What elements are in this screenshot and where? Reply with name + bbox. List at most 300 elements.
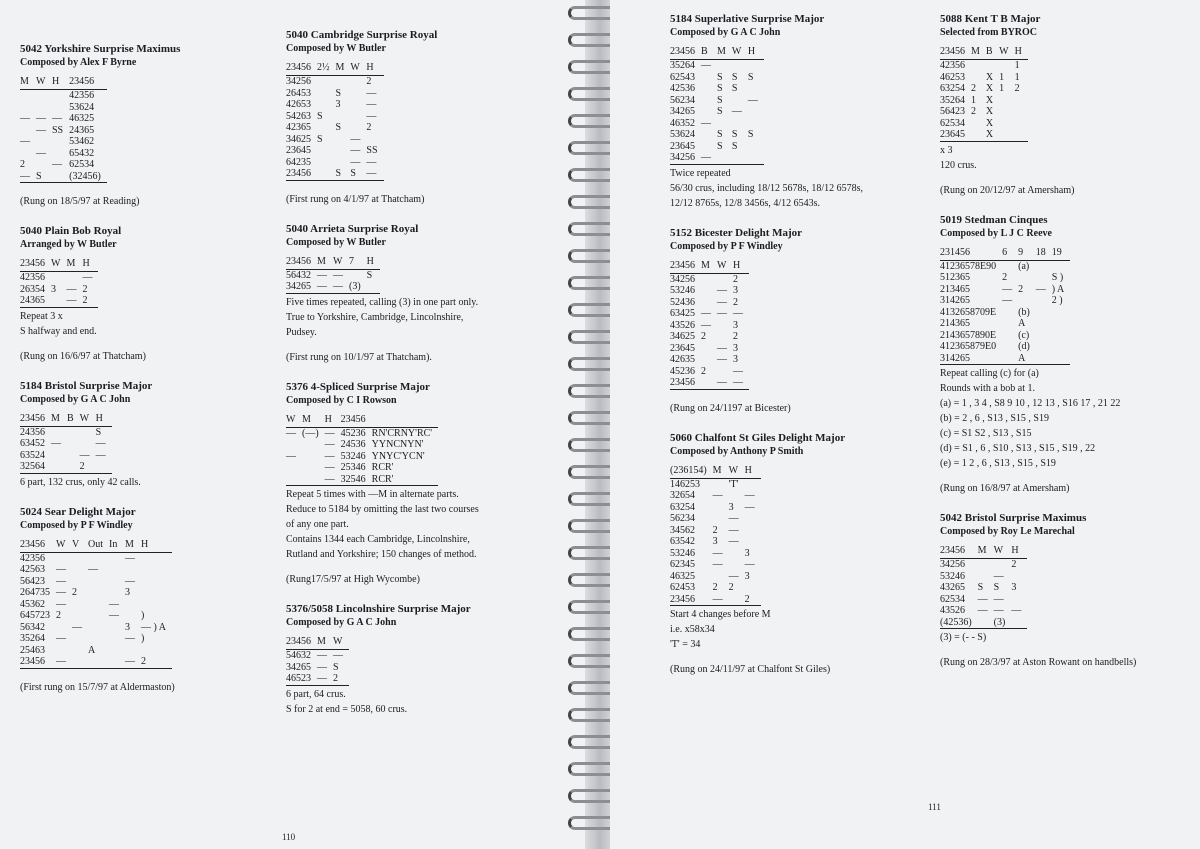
table-cell: 26354 bbox=[20, 283, 45, 295]
table-cell bbox=[72, 656, 88, 668]
table-cell bbox=[999, 60, 1014, 72]
column-header: V bbox=[72, 537, 88, 553]
table-cell bbox=[109, 622, 125, 634]
table-cell: 2 bbox=[80, 461, 96, 473]
rung-record: (Rung17/5/97 at High Wycombe) bbox=[286, 574, 420, 585]
table-cell bbox=[109, 587, 125, 599]
table-cell bbox=[978, 617, 994, 629]
table-cell: — bbox=[52, 113, 62, 124]
table-cell: 41236578E90 bbox=[940, 260, 997, 272]
composition-block bbox=[20, 42, 270, 208]
column-header: H bbox=[366, 60, 383, 76]
table-cell bbox=[56, 552, 72, 564]
composition-note: (3) = (- - S) bbox=[940, 632, 987, 643]
table-cell bbox=[1011, 594, 1027, 606]
column-header: 18 bbox=[1036, 245, 1052, 261]
table-cell: 2 bbox=[733, 273, 738, 285]
table-row bbox=[940, 260, 1070, 272]
column-header: 19 bbox=[1052, 245, 1071, 261]
table-cell: — bbox=[20, 113, 30, 124]
table-row bbox=[670, 343, 749, 355]
rung-record: (First rung on 10/1/97 at Thatcham). bbox=[286, 351, 432, 363]
table-cell bbox=[317, 168, 336, 180]
table-cell bbox=[729, 548, 745, 560]
table-cell bbox=[713, 513, 729, 525]
table-cell bbox=[72, 610, 88, 622]
table-row bbox=[20, 622, 172, 634]
table-row bbox=[20, 552, 172, 564]
table-cell bbox=[748, 152, 764, 164]
table-row bbox=[670, 297, 749, 309]
column-header: 2½ bbox=[317, 60, 336, 76]
table-row bbox=[286, 662, 349, 674]
column-header: W bbox=[732, 44, 748, 60]
composition-title: 5019 Stedman Cinques bbox=[940, 213, 1048, 226]
table-cell: A bbox=[88, 644, 96, 656]
table-row bbox=[20, 564, 172, 576]
table-cell: 2 bbox=[56, 610, 61, 621]
column-header: 7 bbox=[349, 254, 367, 270]
table-cell: S bbox=[335, 122, 342, 133]
table-cell: 62453 bbox=[670, 582, 695, 593]
table-cell bbox=[20, 102, 36, 114]
table-cell: — bbox=[701, 117, 711, 129]
table-cell: X bbox=[985, 94, 994, 106]
column-header: W bbox=[56, 537, 72, 553]
table-row bbox=[286, 427, 438, 439]
table-cell: (42536) bbox=[940, 617, 978, 629]
composer-line: Composed by W Butler bbox=[286, 43, 386, 54]
table-cell: 56432 bbox=[286, 269, 311, 281]
table-cell: — bbox=[317, 661, 327, 673]
table-cell: (3) bbox=[994, 617, 1012, 629]
table-cell: S bbox=[977, 582, 984, 593]
table-cell: 62345 bbox=[670, 559, 695, 570]
table-cell: — bbox=[66, 295, 82, 307]
column-header: W bbox=[286, 412, 302, 428]
table-cell: — bbox=[333, 269, 343, 281]
calling-table bbox=[286, 60, 384, 181]
table-cell bbox=[36, 102, 52, 114]
table-cell: 314265 bbox=[940, 295, 970, 306]
table-cell bbox=[52, 136, 69, 148]
table-cell: — bbox=[701, 319, 711, 331]
table-cell bbox=[88, 587, 109, 599]
table-cell: — bbox=[82, 272, 93, 283]
table-cell: 3 bbox=[1011, 582, 1017, 593]
table-cell bbox=[67, 438, 80, 450]
table-row bbox=[20, 272, 98, 284]
table-cell: — bbox=[701, 308, 711, 319]
table-cell bbox=[745, 582, 761, 594]
table-cell: S bbox=[717, 83, 723, 94]
table-cell: 54632 bbox=[286, 650, 311, 661]
table-cell: 2 bbox=[141, 656, 172, 668]
table-cell: 3 bbox=[125, 587, 130, 598]
table-cell bbox=[971, 129, 986, 141]
table-cell bbox=[701, 106, 717, 118]
table-cell: — bbox=[125, 633, 135, 644]
table-cell: S bbox=[731, 71, 738, 83]
table-cell: S bbox=[36, 171, 52, 183]
table-row bbox=[670, 377, 749, 389]
composer-line: Composed by L J C Reeve bbox=[940, 227, 1052, 239]
composition-note: Rutland and Yorkshire; 150 changes of method. bbox=[286, 549, 477, 560]
table-cell: — bbox=[79, 449, 90, 461]
table-cell: 2 bbox=[728, 582, 734, 593]
rung-record: (Rung on 24/11/97 at Chalfont St Giles) bbox=[670, 664, 831, 675]
table-cell bbox=[1015, 129, 1028, 141]
table-cell: — bbox=[1002, 283, 1013, 295]
table-row bbox=[286, 474, 438, 486]
table-row bbox=[670, 83, 764, 95]
table-row bbox=[20, 450, 112, 462]
table-cell bbox=[1036, 260, 1052, 272]
table-cell bbox=[317, 88, 336, 100]
column-header: W bbox=[51, 256, 66, 272]
calling-table bbox=[940, 44, 1028, 142]
table-cell: 34265 bbox=[286, 661, 311, 673]
table-cell: 54263 bbox=[286, 110, 311, 122]
table-cell bbox=[52, 171, 69, 183]
table-cell: 56234 bbox=[670, 94, 695, 106]
table-cell: — bbox=[56, 564, 66, 575]
table-cell bbox=[1018, 272, 1036, 284]
table-cell: 412365879E0 bbox=[940, 341, 997, 352]
calling-table bbox=[286, 412, 438, 487]
table-cell bbox=[745, 513, 761, 525]
composition-block bbox=[670, 431, 925, 677]
table-row bbox=[286, 88, 384, 100]
column-header: 23456 bbox=[670, 258, 701, 274]
table-row bbox=[940, 272, 1070, 284]
table-cell bbox=[1002, 307, 1018, 319]
table-cell: — bbox=[95, 449, 106, 461]
table-cell: 35264 bbox=[670, 60, 695, 71]
table-cell: — bbox=[350, 145, 361, 156]
column-header: 23456 bbox=[341, 412, 372, 428]
table-cell bbox=[286, 462, 302, 474]
table-row bbox=[940, 594, 1027, 606]
composition-title: 5040 Cambridge Surprise Royal bbox=[286, 29, 438, 41]
composition-block bbox=[670, 12, 925, 222]
column-header: H bbox=[1011, 543, 1027, 559]
column-header: H bbox=[748, 44, 764, 60]
table-cell bbox=[1052, 260, 1071, 272]
column-header bbox=[372, 412, 438, 428]
table-cell bbox=[1052, 307, 1071, 319]
table-cell: — bbox=[1011, 605, 1022, 616]
composer-line: Composed by P F Windley bbox=[20, 519, 133, 531]
table-cell: 62543 bbox=[670, 71, 695, 83]
table-cell: — bbox=[733, 365, 743, 377]
table-cell bbox=[971, 60, 986, 72]
table-cell bbox=[999, 106, 1014, 118]
table-cell bbox=[732, 95, 748, 107]
composer-line: Composed by G A C John bbox=[286, 617, 397, 628]
table-row bbox=[670, 273, 749, 285]
column-header: In bbox=[109, 537, 125, 553]
table-cell: 63254 bbox=[940, 83, 965, 94]
table-cell: S ) bbox=[1051, 272, 1064, 283]
table-cell bbox=[1036, 272, 1052, 284]
table-cell: — bbox=[72, 621, 82, 633]
table-row bbox=[940, 118, 1028, 130]
table-cell: — bbox=[109, 610, 119, 621]
table-cell bbox=[141, 564, 172, 576]
table-cell bbox=[713, 502, 729, 514]
table-cell: ) A bbox=[1051, 283, 1065, 295]
table-cell: 24356 bbox=[20, 426, 45, 438]
table-row bbox=[940, 559, 1027, 571]
table-cell: — bbox=[731, 106, 742, 117]
table-row bbox=[20, 587, 172, 599]
composition-note: of any one part. bbox=[286, 519, 349, 530]
composition-note: 120 crus. bbox=[940, 159, 977, 171]
table-cell: — bbox=[36, 124, 46, 136]
calling-table bbox=[940, 543, 1027, 629]
table-cell: 25463 bbox=[20, 644, 45, 656]
column-header: 23456 bbox=[286, 634, 317, 650]
table-cell: S bbox=[333, 661, 339, 673]
table-cell: 2 bbox=[1018, 283, 1024, 295]
composition-note: 6 part, 132 crus, only 42 calls. bbox=[20, 476, 141, 488]
column-header: W bbox=[36, 74, 52, 90]
rung-record: (Rung on 16/8/97 at Amersham) bbox=[940, 483, 1070, 494]
table-cell bbox=[52, 148, 69, 160]
table-row bbox=[20, 599, 172, 611]
table-cell: 314265 bbox=[940, 353, 1002, 365]
table-cell bbox=[732, 60, 748, 72]
table-cell: S bbox=[717, 129, 723, 140]
table-cell bbox=[349, 269, 367, 281]
column-header: H bbox=[325, 412, 341, 428]
table-cell: 23456 bbox=[670, 377, 701, 389]
table-cell: 2 bbox=[701, 365, 706, 377]
table-row bbox=[20, 102, 107, 114]
table-cell: 24365 bbox=[69, 124, 95, 136]
composer-line: Composed by Roy Le Marechal bbox=[940, 526, 1075, 537]
table-cell: S bbox=[717, 140, 723, 152]
calling-table bbox=[286, 254, 380, 294]
table-cell: X bbox=[985, 106, 994, 117]
table-cell: 1 bbox=[1014, 71, 1020, 83]
table-row bbox=[940, 106, 1028, 118]
composition-note: Contains 1344 each Cambridge, Lincolnshire, bbox=[286, 534, 470, 545]
table-cell bbox=[36, 90, 52, 102]
table-row bbox=[670, 95, 764, 107]
table-cell bbox=[701, 354, 717, 366]
table-row bbox=[20, 148, 107, 160]
table-cell: — bbox=[317, 281, 333, 293]
table-cell: — bbox=[366, 156, 377, 168]
table-cell bbox=[1011, 571, 1027, 583]
rung-record: (Rung on 24/1197 at Bicester) bbox=[670, 402, 791, 414]
table-row bbox=[286, 76, 384, 88]
column-header: Out bbox=[88, 537, 109, 553]
table-cell bbox=[51, 426, 67, 438]
column-header: M bbox=[317, 634, 333, 650]
table-cell: — bbox=[56, 633, 66, 644]
table-row bbox=[670, 536, 761, 548]
column-header: 23456 bbox=[940, 543, 978, 559]
table-cell bbox=[80, 426, 96, 438]
table-cell: — bbox=[317, 269, 327, 281]
table-row bbox=[286, 111, 384, 123]
table-cell: (—) bbox=[302, 427, 319, 439]
table-row bbox=[670, 513, 761, 525]
table-cell bbox=[701, 343, 717, 355]
table-cell: — bbox=[977, 593, 988, 605]
table-cell: — bbox=[712, 559, 723, 570]
table-cell bbox=[999, 95, 1014, 107]
table-cell: — bbox=[717, 354, 727, 365]
table-cell bbox=[701, 141, 717, 153]
table-cell bbox=[1052, 341, 1071, 353]
table-row bbox=[670, 331, 749, 343]
table-cell bbox=[729, 559, 745, 571]
column-header: H bbox=[733, 258, 749, 274]
table-row bbox=[20, 633, 172, 645]
table-cell bbox=[1036, 353, 1052, 365]
column-header: W bbox=[994, 543, 1012, 559]
table-cell: S bbox=[335, 87, 342, 99]
composer-line: Composed by G A C John bbox=[670, 27, 781, 38]
table-cell bbox=[717, 60, 732, 72]
table-cell bbox=[141, 599, 172, 611]
table-cell: — bbox=[20, 171, 36, 183]
table-row bbox=[940, 307, 1070, 319]
column-header: H bbox=[1015, 44, 1028, 60]
table-cell: 53246 bbox=[940, 570, 965, 582]
composition-title: 5040 Arrieta Surprise Royal bbox=[286, 222, 419, 235]
composer-line: Composed by P F Windley bbox=[670, 240, 783, 252]
table-cell bbox=[350, 88, 366, 100]
table-cell bbox=[1052, 330, 1071, 342]
composition-title: 5184 Bristol Surprise Major bbox=[20, 379, 153, 392]
table-row bbox=[670, 285, 749, 297]
table-row bbox=[286, 145, 384, 157]
table-row bbox=[286, 122, 384, 134]
table-row bbox=[286, 99, 384, 111]
table-cell: 46325 bbox=[69, 113, 95, 124]
table-cell: — bbox=[20, 136, 30, 147]
table-cell: 34256 bbox=[286, 76, 311, 87]
table-cell bbox=[302, 462, 325, 474]
table-cell: 1 bbox=[1014, 60, 1020, 71]
table-row bbox=[20, 90, 107, 102]
table-cell: S bbox=[731, 83, 738, 94]
table-cell bbox=[994, 559, 1012, 571]
table-cell bbox=[88, 633, 109, 645]
table-row bbox=[20, 136, 107, 148]
composition-note: 'T' = 34 bbox=[670, 639, 701, 650]
table-cell: (d) bbox=[1018, 341, 1030, 352]
table-cell bbox=[701, 377, 717, 389]
table-cell: 62534 bbox=[69, 159, 95, 170]
table-cell: 53462 bbox=[69, 136, 95, 147]
composition-title: 5376 4-Spliced Surprise Major bbox=[286, 380, 430, 393]
table-cell: — bbox=[333, 281, 349, 293]
table-cell bbox=[971, 118, 986, 130]
composition-note: (e) = 1 2 , 6 , S13 , S15 , S19 bbox=[940, 458, 1056, 469]
table-cell: YYNCNYN' bbox=[371, 439, 424, 450]
table-cell: 56423 bbox=[940, 106, 965, 117]
table-row bbox=[670, 559, 761, 571]
composer-line: Arranged by W Butler bbox=[20, 239, 117, 250]
table-cell: 3 bbox=[744, 547, 750, 559]
table-cell bbox=[72, 599, 88, 611]
table-row bbox=[20, 171, 107, 183]
table-cell bbox=[748, 106, 764, 118]
table-cell: 46352 bbox=[670, 117, 695, 129]
composition-note: S halfway and end. bbox=[20, 325, 97, 337]
table-cell: 24536 bbox=[340, 439, 366, 450]
table-cell bbox=[72, 645, 88, 657]
table-cell: 26453 bbox=[286, 87, 311, 99]
table-cell bbox=[109, 576, 125, 588]
table-cell: — bbox=[366, 110, 377, 122]
table-row bbox=[286, 451, 438, 463]
table-cell bbox=[141, 587, 172, 599]
table-row bbox=[670, 571, 761, 583]
table-row bbox=[20, 125, 107, 137]
composition-note: Five times repeated, calling (3) in one part only. bbox=[286, 296, 479, 308]
table-cell: 213465 bbox=[940, 283, 970, 295]
table-cell: — bbox=[52, 159, 62, 170]
table-cell: — bbox=[977, 605, 988, 616]
table-cell bbox=[317, 157, 336, 169]
table-cell bbox=[125, 564, 141, 576]
table-row bbox=[286, 269, 380, 281]
column-header: M bbox=[125, 537, 141, 553]
composition-note: Repeat 3 x bbox=[20, 310, 63, 322]
table-cell bbox=[67, 426, 80, 438]
table-cell bbox=[745, 536, 761, 548]
table-cell: RCR' bbox=[371, 462, 394, 473]
table-cell: S bbox=[95, 426, 102, 438]
column-header: M bbox=[701, 258, 717, 274]
table-cell: — bbox=[317, 673, 333, 685]
rung-record: (Rung on 28/3/97 at Aston Rowant on handbells) bbox=[940, 657, 1137, 668]
column-header: B bbox=[67, 411, 80, 427]
composition-note: Repeat 5 times with —M in alternate parts. bbox=[286, 489, 459, 500]
table-cell: — bbox=[324, 462, 335, 473]
column-header: W bbox=[717, 258, 733, 274]
table-row bbox=[286, 650, 349, 662]
table-cell bbox=[732, 152, 748, 164]
table-cell: — bbox=[125, 575, 135, 587]
column-header: 23456 bbox=[20, 537, 56, 553]
table-cell bbox=[109, 564, 125, 576]
composition-block bbox=[286, 28, 556, 206]
table-row bbox=[940, 83, 1028, 95]
table-cell: 1 bbox=[999, 71, 1005, 83]
table-cell: — bbox=[286, 427, 296, 439]
table-cell: S bbox=[366, 269, 373, 281]
table-cell: 23645 bbox=[670, 342, 695, 354]
left-page bbox=[0, 0, 592, 849]
column-header: W bbox=[350, 60, 366, 76]
table-cell: 2 bbox=[712, 524, 718, 536]
calling-table bbox=[940, 245, 1070, 366]
composition-note: (c) = S1 S2 , S13 , S15 bbox=[940, 428, 1032, 439]
table-cell bbox=[1015, 106, 1028, 118]
table-cell: — bbox=[56, 587, 66, 598]
table-cell: 146253 bbox=[670, 478, 700, 490]
table-cell: — bbox=[350, 156, 361, 168]
table-cell: 2 bbox=[971, 83, 976, 94]
